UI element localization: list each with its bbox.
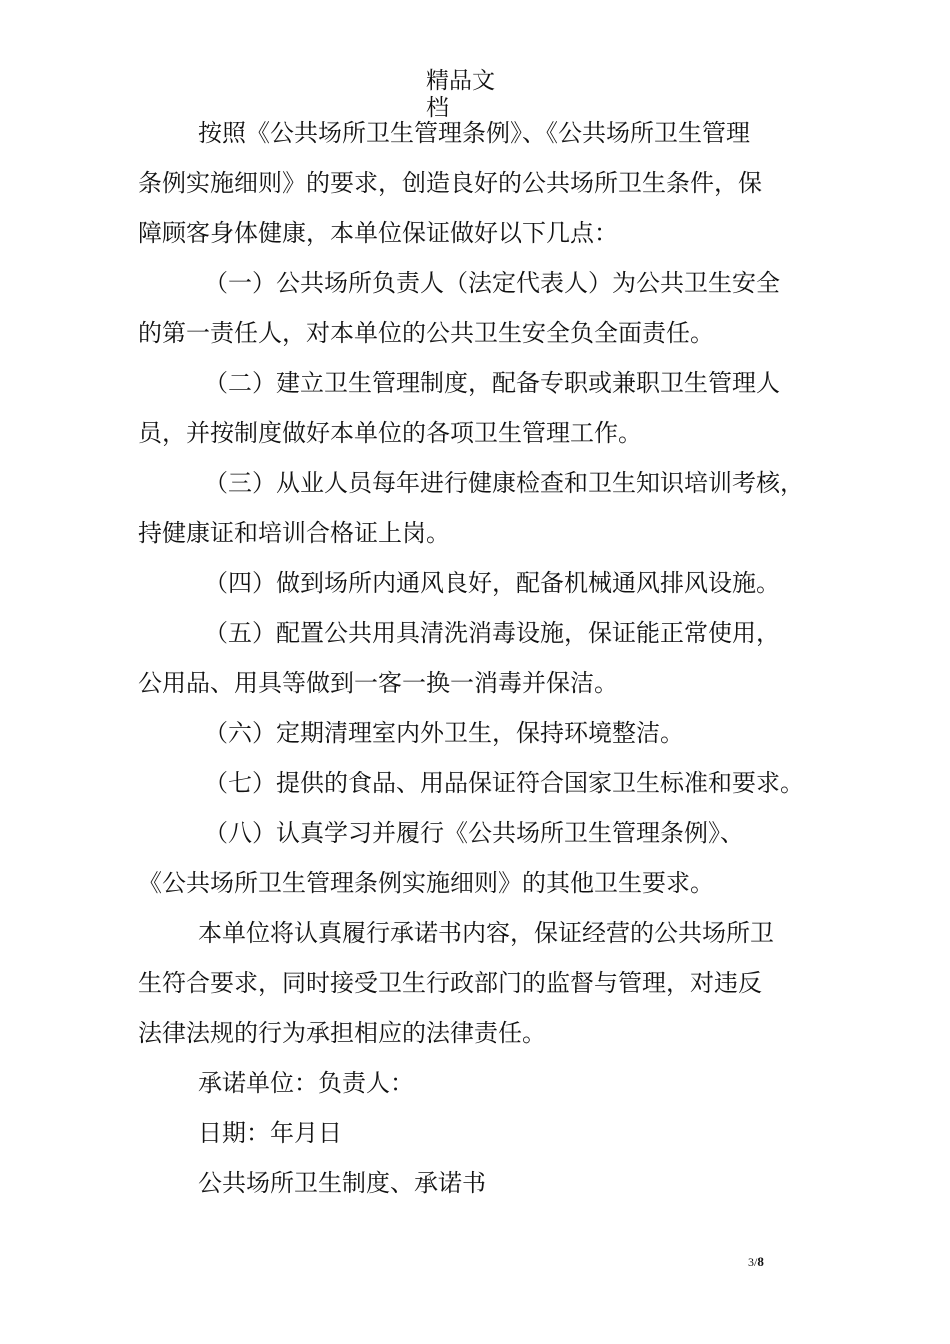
text-line: （四）做到场所内通风良好，配备机械通风排风设施。 <box>204 569 780 597</box>
text-line: 按照《公共场所卫生管理条例》、《公共场所卫生管理 <box>198 119 750 147</box>
text-line: 员，并按制度做好本单位的各项卫生管理工作。 <box>138 419 642 447</box>
page-total: 8 <box>757 1254 764 1269</box>
text-line: 法律法规的行为承担相应的法律责任。 <box>138 1019 546 1047</box>
text-line: 《公共场所卫生管理条例实施细则》的其他卫生要求。 <box>138 869 714 897</box>
text-line: 日期：年月日 <box>198 1119 342 1147</box>
text-line: 持健康证和培训合格证上岗。 <box>138 519 450 547</box>
text-line: （三）从业人员每年进行健康检查和卫生知识培训考核， <box>204 469 804 497</box>
text-line: 生符合要求，同时接受卫生行政部门的监督与管理，对违反 <box>138 969 762 997</box>
page-number <box>748 1254 764 1270</box>
text-line: （一）公共场所负责人（法定代表人）为公共卫生安全 <box>204 269 780 297</box>
text-line: （二）建立卫生管理制度，配备专职或兼职卫生管理人 <box>204 369 780 397</box>
text-line: （七）提供的食品、用品保证符合国家卫生标准和要求。 <box>204 769 804 797</box>
text-line: （五）配置公共用具清洗消毒设施，保证能正常使用， <box>204 619 780 647</box>
text-line: 公用品、用具等做到一客一换一消毒并保洁。 <box>138 669 618 697</box>
text-line: 障顾客身体健康，本单位保证做好以下几点： <box>138 219 618 247</box>
text-line: 的第一责任人，对本单位的公共卫生安全负全面责任。 <box>138 319 714 347</box>
text-line: 承诺单位：负责人： <box>198 1069 414 1097</box>
page-current: 3/ <box>748 1255 758 1269</box>
text-line: （八）认真学习并履行《公共场所卫生管理条例》、 <box>204 819 744 847</box>
text-line: 公共场所卫生制度、承诺书 <box>198 1169 486 1197</box>
text-line: 本单位将认真履行承诺书内容，保证经营的公共场所卫 <box>198 919 774 947</box>
text-line: （六）定期清理室内外卫生，保持环境整洁。 <box>204 719 684 747</box>
header-title: 精品文档 <box>426 68 495 121</box>
text-line: 条例实施细则》的要求，创造良好的公共场所卫生条件，保 <box>138 169 762 197</box>
